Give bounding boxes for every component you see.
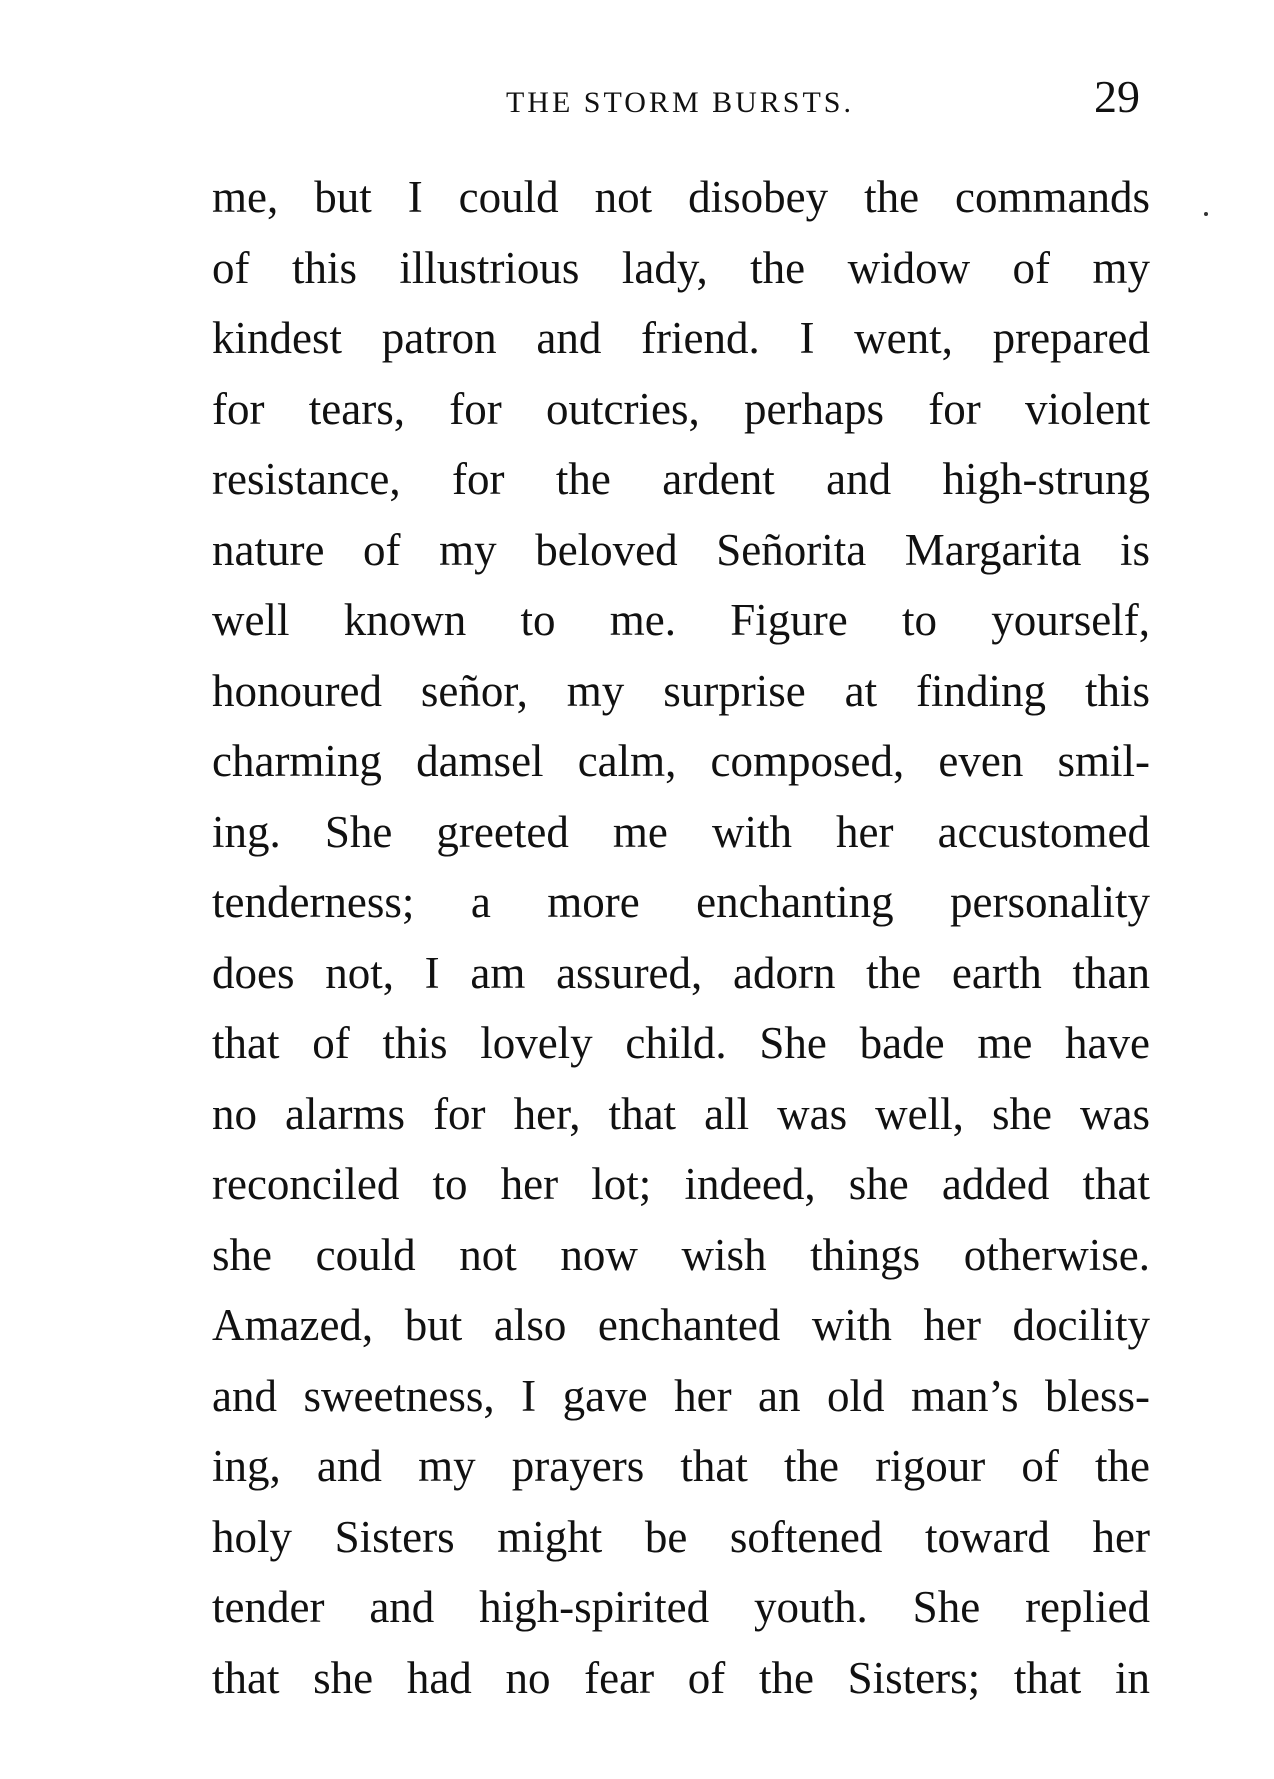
text-line: kindest patron and friend. I went, prepared bbox=[212, 313, 1150, 363]
text-line: nature of my beloved Señorita Margarita is bbox=[212, 524, 1150, 575]
text-line: and sweetness, I gave her an old man’s bless- bbox=[212, 1370, 1150, 1421]
text-line: of this illustrious lady, the widow of my bbox=[212, 242, 1150, 293]
text-line: she could not now wish things otherwise. bbox=[212, 1229, 1150, 1280]
text-line: tenderness; a more enchanting personality bbox=[212, 877, 1150, 927]
text-line: me, but I could not disobey the commands bbox=[212, 172, 1150, 222]
body-text bbox=[212, 162, 1150, 1713]
text-line: that she had no fear of the Sisters; that in bbox=[212, 1652, 1150, 1703]
page-speck bbox=[1204, 212, 1208, 216]
text-line: tender and high-spirited youth. She replied bbox=[212, 1582, 1150, 1632]
text-line: resistance, for the ardent and high-strung bbox=[212, 454, 1150, 504]
text-line: holy Sisters might be softened toward her bbox=[212, 1511, 1150, 1562]
text-line: reconciled to her lot; indeed, she added that bbox=[212, 1159, 1150, 1209]
text-line: charming damsel calm, composed, even smil- bbox=[212, 736, 1150, 786]
text-line: well known to me. Figure to yourself, bbox=[212, 595, 1150, 645]
running-header bbox=[210, 70, 1150, 130]
chapter-running-title: THE STORM BURSTS. bbox=[505, 86, 854, 119]
text-line: honoured señor, my surprise at finding this bbox=[212, 665, 1150, 716]
page-number: 29 bbox=[1094, 71, 1140, 122]
text-line: does not, I am assured, adorn the earth than bbox=[212, 947, 1150, 998]
text-line: that of this lovely child. She bade me have bbox=[212, 1018, 1150, 1068]
text-line: ing. She greeted me with her accustomed bbox=[212, 806, 1150, 857]
text-line: Amazed, but also enchanted with her docility bbox=[212, 1300, 1150, 1350]
text-line: no alarms for her, that all was well, she was bbox=[212, 1088, 1150, 1139]
text-line: for tears, for outcries, perhaps for violent bbox=[212, 383, 1150, 434]
text-line: ing, and my prayers that the rigour of the bbox=[212, 1441, 1150, 1491]
